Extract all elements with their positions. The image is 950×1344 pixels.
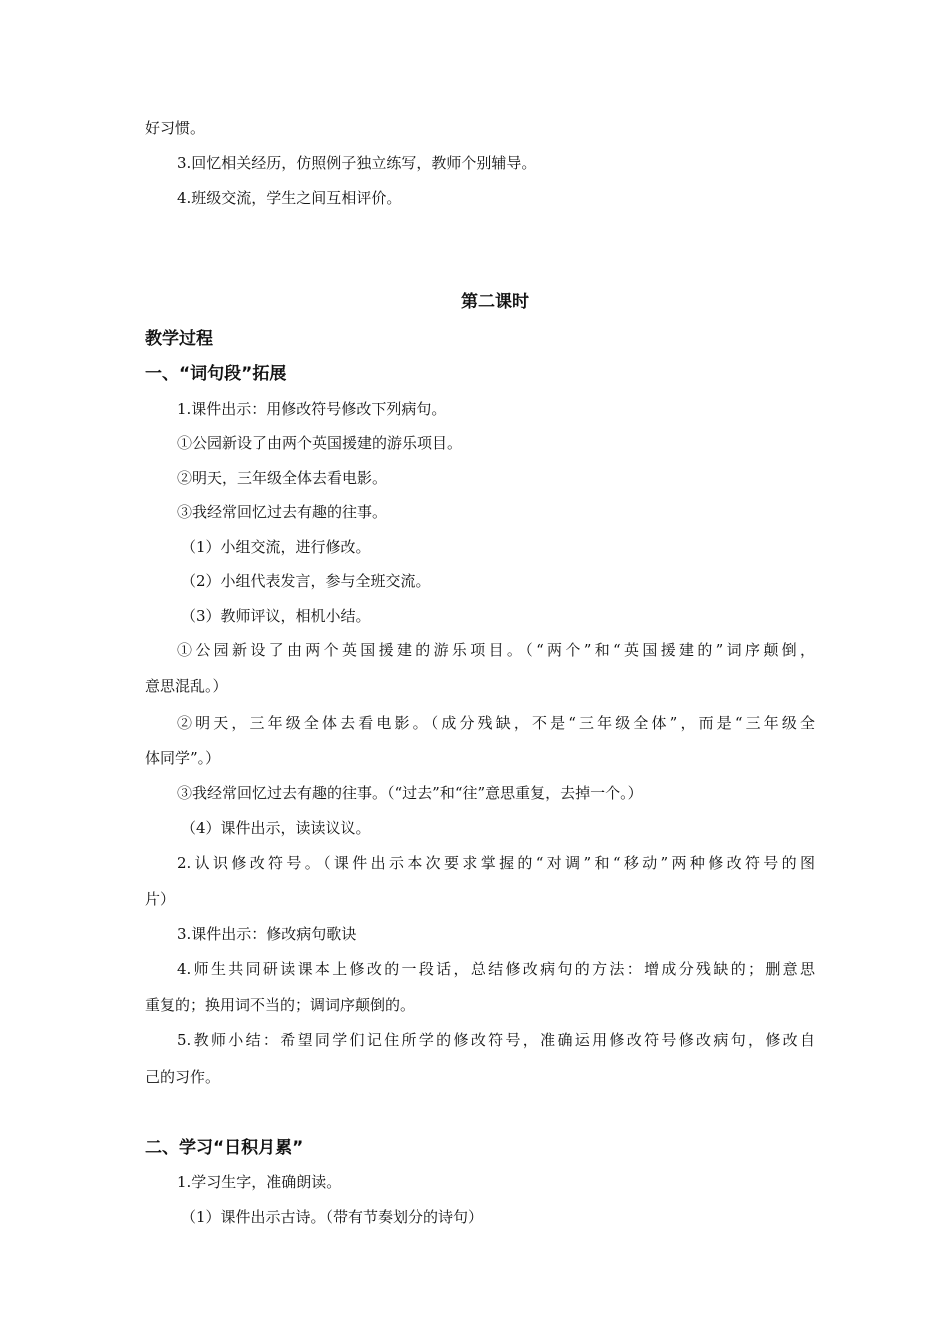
answer-2-line-1: ②明天，三年级全体去看电影。（成分残缺，不是“三年级全体”，而是“三年级全 (177, 714, 815, 732)
intro-line-1: 好习惯。 (145, 119, 206, 137)
step-4: （4）课件出示，读读议议。 (181, 819, 371, 837)
section2-heading: 二、学习“日积月累” (145, 1138, 304, 1158)
section1-item-2-line-2: 片） (145, 890, 176, 908)
section1-heading: 一、“词句段”拓展 (145, 364, 287, 384)
section1-item-4-line-1: 4.师生共同研读课本上修改的一段话，总结修改病句的方法：增成分残缺的；删意思 (177, 960, 815, 978)
section1-item-1: 1.课件出示：用修改符号修改下列病句。 (177, 400, 447, 418)
section1-item-5-line-2: 己的习作。 (145, 1068, 221, 1086)
sentence-3: ③我经常回忆过去有趣的往事。 (177, 503, 388, 521)
section1-item-4-line-2: 重复的；换用词不当的；调词序颠倒的。 (145, 996, 416, 1014)
sentence-2: ②明天，三年级全体去看电影。 (177, 469, 388, 487)
lesson-title: 第二课时 (461, 292, 529, 312)
section1-item-2-line-1: 2.认识修改符号。（课件出示本次要求掌握的“对调”和“移动”两种修改符号的图 (177, 854, 815, 872)
step-1: （1）小组交流，进行修改。 (181, 538, 371, 556)
intro-line-2: 3.回忆相关经历，仿照例子独立练写，教师个别辅导。 (177, 154, 537, 172)
process-heading: 教学过程 (145, 329, 213, 349)
answer-3: ③我经常回忆过去有趣的往事。（“过去”和“往”意思重复，去掉一个。） (177, 784, 643, 802)
sentence-1: ①公园新设了由两个英国援建的游乐项目。 (177, 434, 463, 452)
step-2: （2）小组代表发言，参与全班交流。 (181, 572, 431, 590)
intro-line-3: 4.班级交流，学生之间互相评价。 (177, 189, 402, 207)
section2-item-1: 1.学习生字，准确朗读。 (177, 1173, 342, 1191)
section1-item-3: 3.课件出示：修改病句歌诀 (177, 925, 357, 943)
step-3: （3）教师评议，相机小结。 (181, 607, 371, 625)
section2-step-1: （1）课件出示古诗。（带有节奏划分的诗句） (181, 1208, 484, 1226)
answer-1-line-1: ①公园新设了由两个英国援建的游乐项目。（“两个”和“英国援建的”词序颠倒， (177, 641, 815, 659)
section1-item-5-line-1: 5.教师小结：希望同学们记住所学的修改符号，准确运用修改符号修改病句，修改自 (177, 1031, 815, 1049)
answer-2-line-2: 体同学”。） (145, 749, 221, 767)
answer-1-line-2: 意思混乱。） (145, 677, 228, 695)
